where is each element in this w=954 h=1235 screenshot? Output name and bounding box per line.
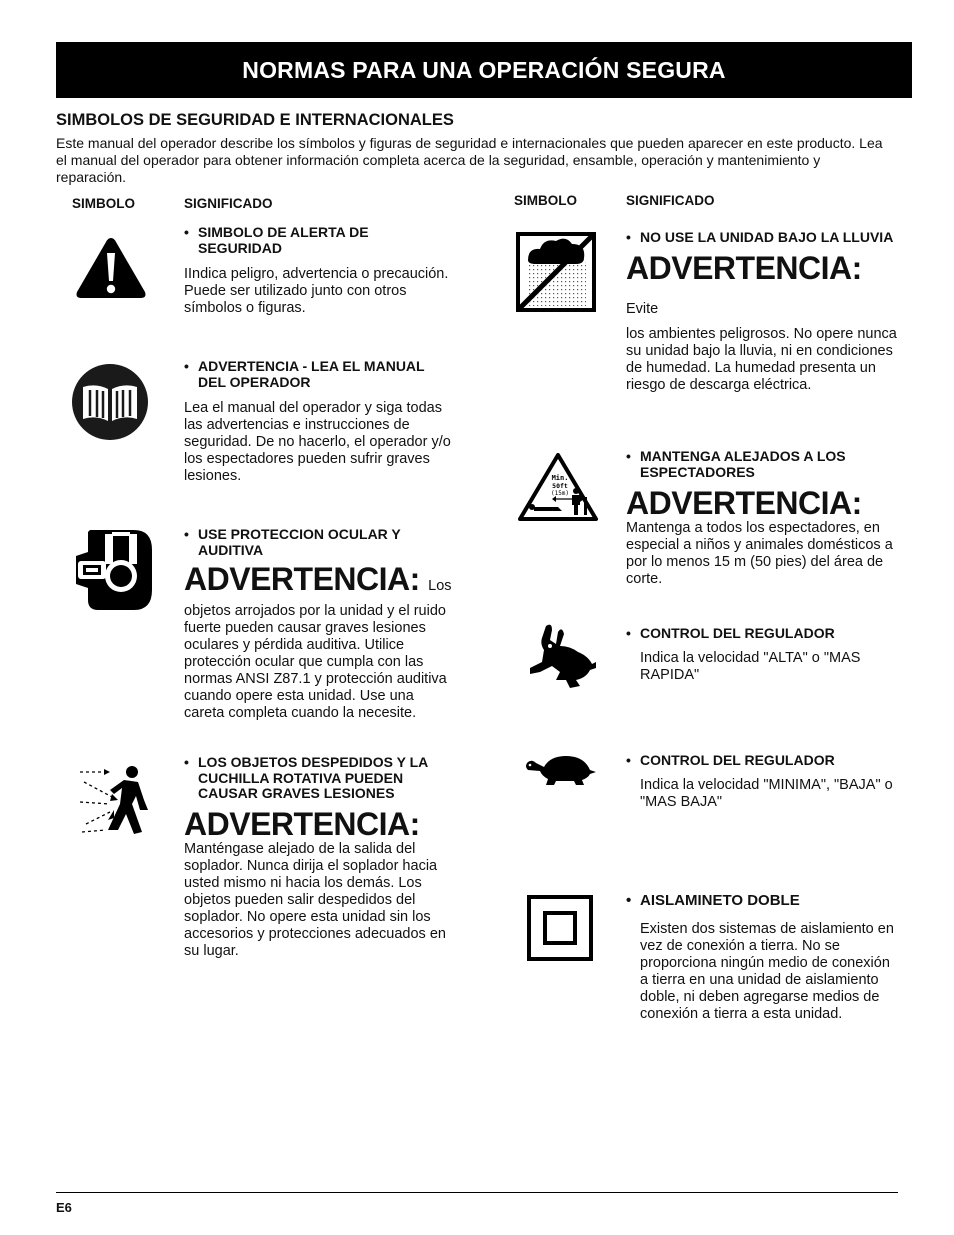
entry-eye-ear-protection	[184, 527, 456, 722]
warning-label: ADVERTENCIA:	[184, 805, 420, 842]
warning-label: ADVERTENCIA: Los	[184, 561, 452, 597]
icon-text-m: (15m)	[550, 490, 570, 497]
turtle-slow-icon	[522, 754, 598, 786]
warning-label: ADVERTENCIA:	[626, 485, 862, 521]
entry-heading: • LOS OBJETOS DESPEDIDOS Y LA CUCHILLA ROTATIVA PUEDEN CAUSAR GRAVES LESIONES	[184, 754, 428, 801]
intro-paragraph: Este manual del operador describe los símbolos y figuras de seguridad e internacionales que pueden aparecer en este producto. Lea el manual del operador para obtener información completa acerca de la seguridad, ensamble, operación y mantenimiento y reparación.	[56, 135, 883, 185]
entry-description: Mantenga a todos los espectadores, en especial a niños y animales domésticos a por lo menos 15 m (50 pies) del área de corte.	[626, 520, 893, 587]
entry-description: IIndica peligro, advertencia o precaución. Puede ser utilizado junto con otros símbolos o figuras.	[184, 266, 449, 316]
entry-heading: • USE PROTECCION OCULAR Y AUDITIVA	[184, 526, 401, 558]
entry-heading: • AISLAMINETO DOBLE	[626, 892, 800, 909]
warning-triangle-icon	[74, 236, 148, 300]
right-column-header-symbol: SIMBOLO	[514, 193, 577, 208]
page-number: E6	[56, 1200, 72, 1215]
read-manual-icon	[70, 362, 150, 442]
left-column-header-symbol: SIMBOLO	[72, 196, 135, 211]
entry-description: Indica la velocidad "ALTA" o "MAS RAPIDA"	[640, 649, 861, 683]
thrown-objects-icon	[80, 760, 160, 840]
right-column-header-meaning: SIGNIFICADO	[626, 193, 715, 208]
icon-text-min: Min.	[551, 474, 569, 482]
no-rain-icon	[516, 232, 596, 312]
rabbit-fast-icon	[526, 622, 598, 690]
entry-read-manual	[184, 359, 454, 485]
entry-description: Indica la velocidad "MINIMA", "BAJA" o "MAS BAJA"	[640, 776, 893, 810]
entry-description: Lea el manual del operador y siga todas las advertencias e instrucciones de seguridad. De no hacerlo, el operador y/o los espectadores pueden sufrir graves lesiones.	[184, 400, 451, 484]
entry-throttle-fast	[626, 626, 898, 684]
entry-bystanders	[626, 449, 898, 588]
double-insulation-icon	[526, 894, 594, 962]
entry-heading: • CONTROL DEL REGULADOR	[626, 625, 835, 641]
eye-ear-protection-icon	[72, 528, 154, 612]
entry-description: Existen dos sistemas de aislamiento en vez de conexión a tierra. No se proporciona ningún medio de conexión a tierra en una unidad de aislamiento doble, ni deben agregarse medios de conexión a tierra a esta unidad.	[640, 920, 894, 1022]
entry-heading: • CONTROL DEL REGULADOR	[626, 752, 835, 768]
entry-heading: • MANTENGA ALEJADOS A LOS ESPECTADORES	[626, 448, 846, 480]
entry-double-insulation	[626, 893, 898, 1023]
entry-heading: • NO USE LA UNIDAD BAJO LA LLUVIA	[626, 229, 894, 245]
entry-no-rain	[626, 230, 898, 394]
section-banner	[56, 42, 912, 98]
entry-throttle-slow	[626, 753, 898, 811]
warning-label: ADVERTENCIA: Evite	[626, 249, 862, 317]
entry-description: los ambientes peligrosos. No opere nunca su unidad bajo la lluvia, ni en condiciones de humedad. La humedad presenta un riesgo de descarga eléctrica.	[626, 325, 897, 393]
page-title: NORMAS PARA UNA OPERACIÓN SEGURA	[242, 56, 726, 83]
entry-heading: • ADVERTENCIA - LEA EL MANUAL DEL OPERADOR	[184, 358, 425, 390]
entry-description: objetos arrojados por la unidad y el ruido fuerte pueden causar graves lesiones oculares y pérdida auditiva. Utilice protección ocular que cumpla con las normas ANSI Z87.1 y protección auditiva cuando opere esta unidad. Use una careta completa cuando la necesite.	[184, 603, 447, 721]
section-title: SIMBOLOS DE SEGURIDAD E INTERNACIONALES	[56, 111, 454, 129]
entry-heading: • SIMBOLO DE ALERTA DE SEGURIDAD	[184, 224, 369, 256]
footer-divider	[56, 1192, 898, 1193]
keep-bystanders-away-icon	[518, 453, 598, 521]
entry-thrown-objects	[184, 755, 456, 960]
entry-description: Manténgase alejado de la salida del soplador. Nunca dirija el soplador hacia usted mismo ni hacia los demás. Los objetos pueden salir despedidos del soplador. No opere esta unidad sin los accesorios y protecciones adecuados en su lugar.	[184, 840, 446, 959]
icon-text-ft: 50ft	[552, 482, 568, 490]
entry-safety-alert	[184, 225, 454, 317]
left-column-header-meaning: SIGNIFICADO	[184, 196, 273, 211]
